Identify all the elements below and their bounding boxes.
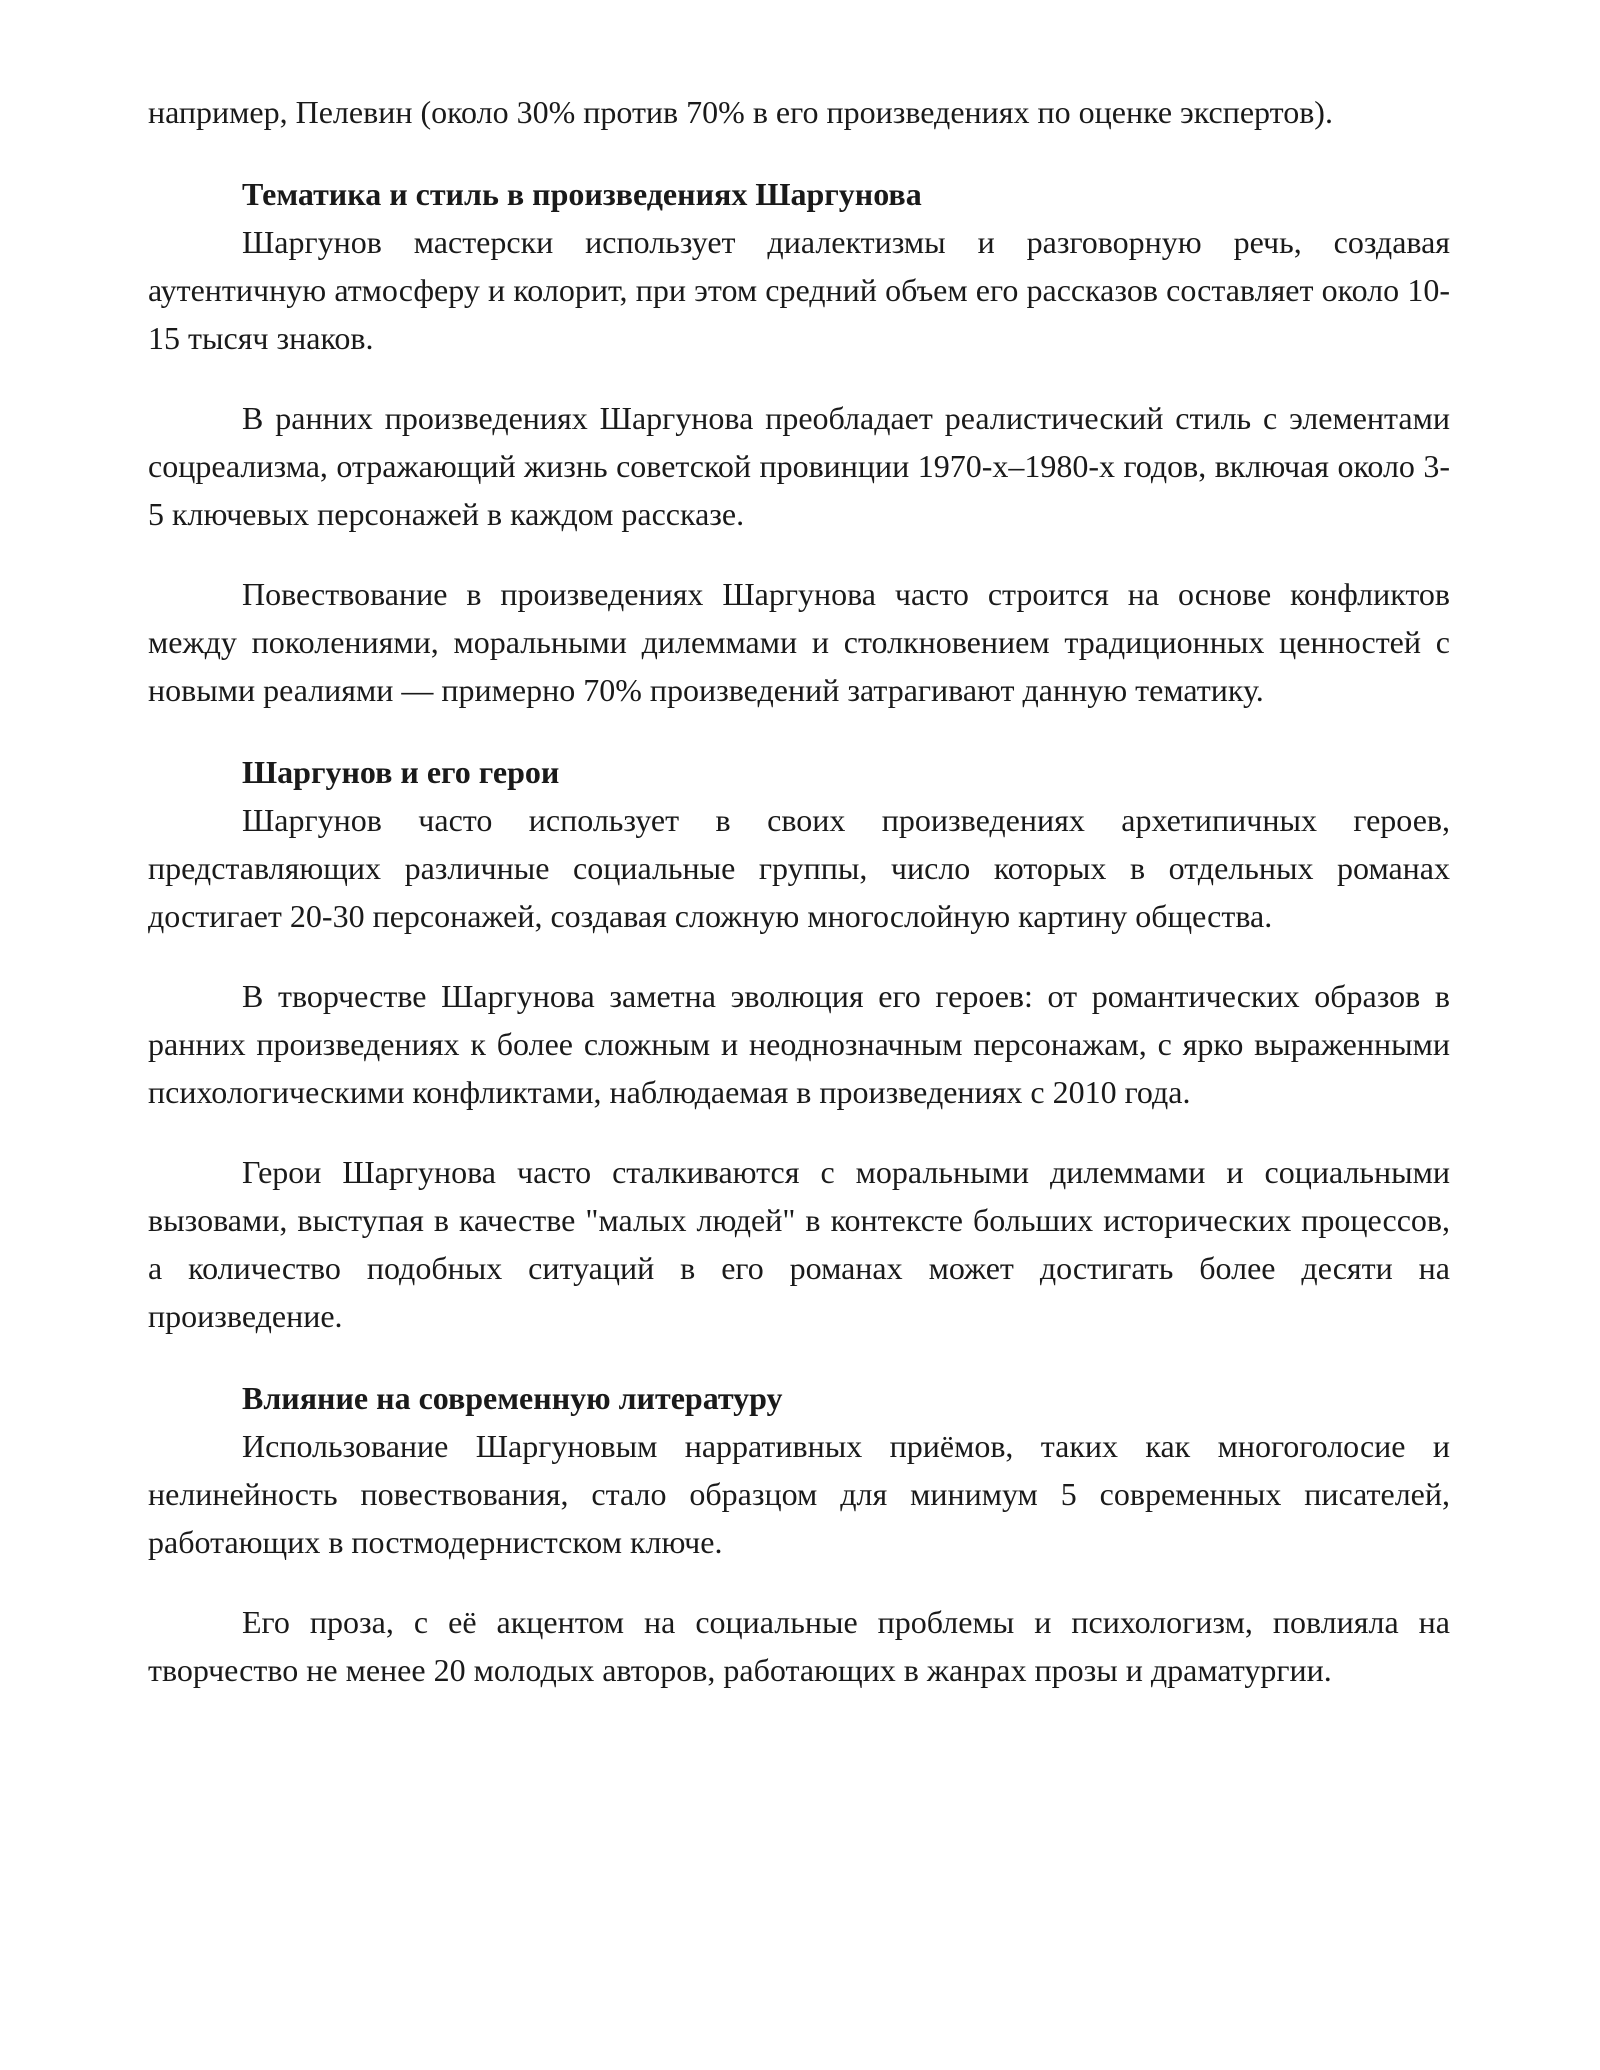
section-heading-heroes: Шаргунов и его герои (242, 754, 560, 790)
paragraph: В творчестве Шаргунова заметна эволюция его героев: от романтических образов в ранних произведениях к более сложным и неоднозначным персонажам, с ярко выраженными психологическими конфликтами, наблюдаемая в произведениях с 2010 года. (148, 978, 1450, 1110)
paragraph: В ранних произведениях Шаргунова преобладает реалистический стиль с элементами соцреализма, отражающий жизнь советской провинции 1970-х–1980-х годов, включая около 3-5 ключевых персонажей в каждом рассказе. (148, 400, 1450, 532)
paragraph: Шаргунов часто использует в своих произведениях архетипичных героев, представляющих различные социальные группы, число которых в отдельных романах достигает 20-30 персонажей, создавая сложную многослойную картину общества. (148, 802, 1450, 934)
intro-paragraph: например, Пелевин (около 30% против 70% в его произведениях по оценке экспертов). (148, 94, 1333, 130)
paragraph: Повествование в произведениях Шаргунова часто строится на основе конфликтов между поколениями, моральными дилеммами и столкновением традиционных ценностей с новыми реалиями — примерно 70% произведений затрагивают данную тематику. (148, 576, 1450, 708)
section-heading-influence: Влияние на современную литературу (242, 1380, 783, 1416)
paragraph: Его проза, с её акцентом на социальные проблемы и психологизм, повлияла на творчество не менее 20 молодых авторов, работающих в жанрах прозы и драматургии. (148, 1604, 1450, 1688)
section-heading-themes: Тематика и стиль в произведениях Шаргунова (242, 176, 922, 212)
paragraph: Использование Шаргуновым нарративных приёмов, таких как многоголосие и нелинейность повествования, стало образцом для минимум 5 современных писателей, работающих в постмодернистском ключе. (148, 1428, 1450, 1560)
paragraph: Шаргунов мастерски использует диалектизмы и разговорную речь, создавая аутентичную атмосферу и колорит, при этом средний объем его рассказов составляет около 10-15 тысяч знаков. (148, 224, 1450, 356)
paragraph: Герои Шаргунова часто сталкиваются с моральными дилеммами и социальными вызовами, выступая в качестве "малых людей" в контексте больших исторических процессов, а количество подобных ситуаций в его романах может достигать более десяти на произведение. (148, 1154, 1450, 1334)
document-page (148, 88, 1450, 1694)
